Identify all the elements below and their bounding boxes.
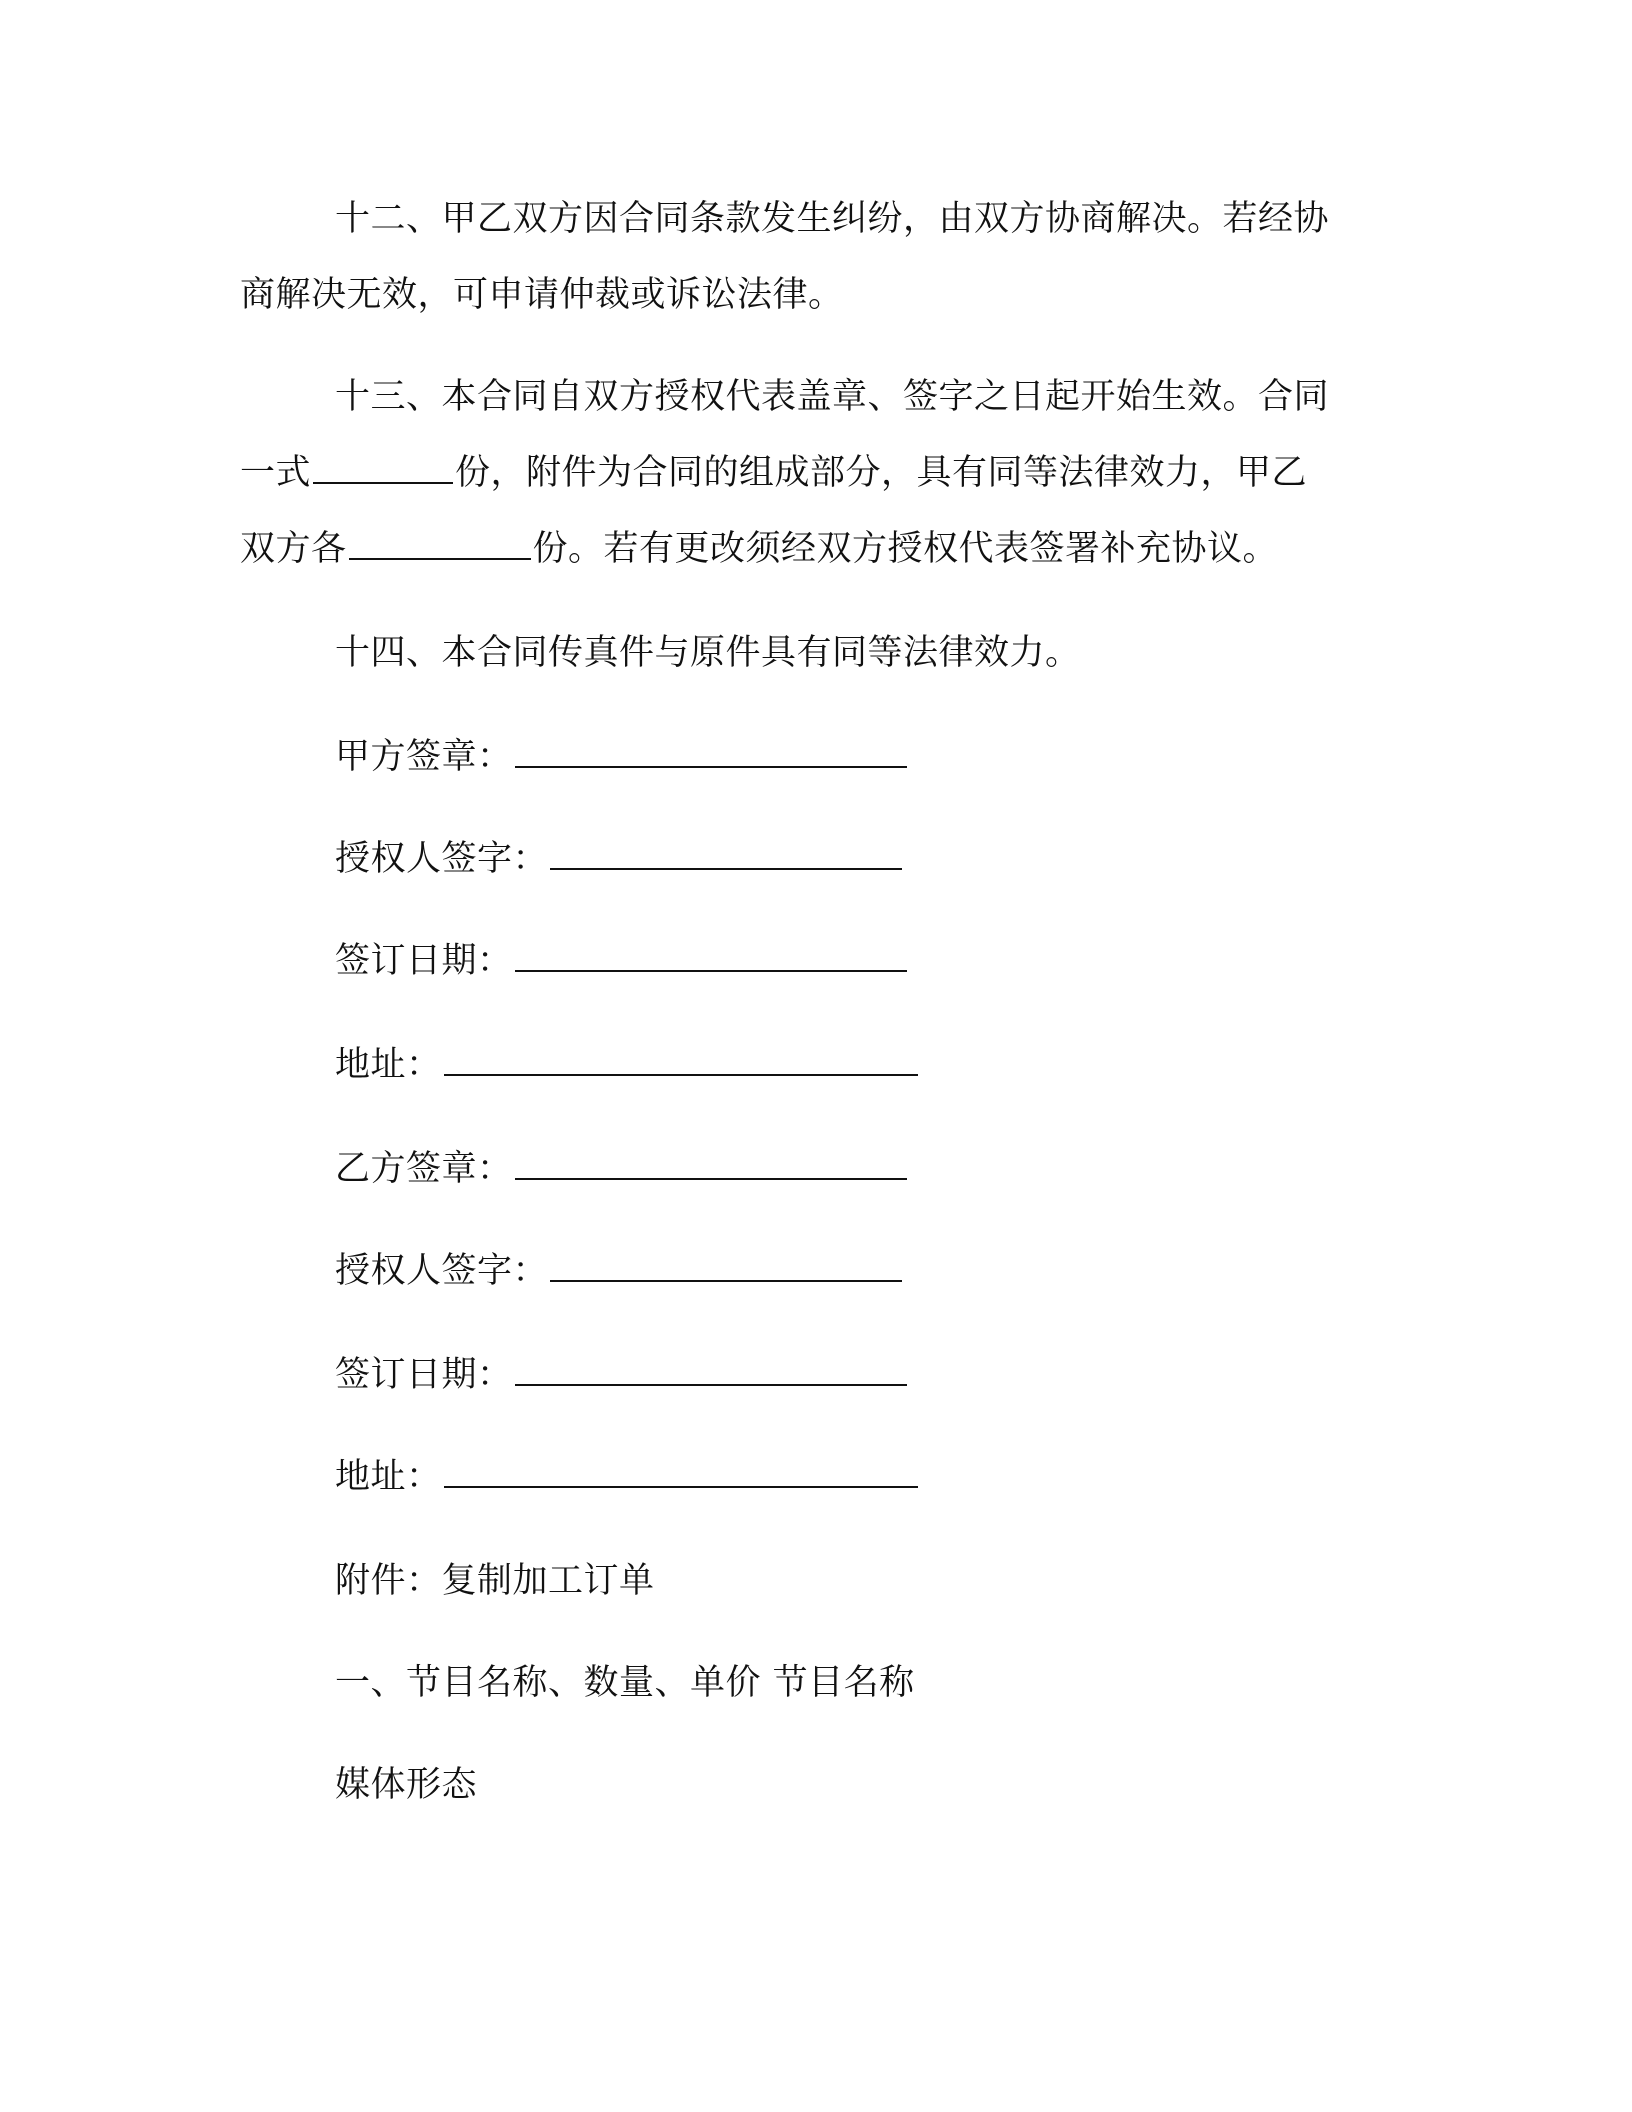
copies-total-blank[interactable]	[313, 452, 453, 484]
party-b-date-row	[335, 1351, 909, 1399]
party-a-seal-blank[interactable]	[515, 736, 907, 768]
party-a-address-row	[335, 1041, 920, 1089]
party-b-signer-blank[interactable]	[550, 1250, 902, 1282]
party-b-address-row	[335, 1453, 920, 1501]
clause-12-line-1: 十二、甲乙双方因合同条款发生纠纷，由双方协商解决。若经协	[335, 199, 1330, 239]
party-b-address-label: 地址：	[335, 1457, 442, 1497]
attachment-media-form: 媒体形态	[335, 1765, 478, 1805]
copies-each-blank[interactable]	[349, 528, 531, 560]
attachment-title: 附件：复制加工订单	[335, 1561, 655, 1601]
clause-12-line-2: 商解决无效，可申请仲裁或诉讼法律。	[240, 275, 844, 315]
party-b-signer-row	[335, 1247, 904, 1295]
clause-13-each-prefix: 双方各	[240, 529, 347, 569]
clause-13-line-1: 十三、本合同自双方授权代表盖章、签字之日起开始生效。合同	[335, 377, 1330, 417]
clause-14-line-1: 十四、本合同传真件与原件具有同等法律效力。	[335, 633, 1081, 673]
clause-13-copies-suffix: 份，附件为合同的组成部分，具有同等法律效力，甲乙	[455, 453, 1308, 493]
party-a-date-label: 签订日期：	[335, 941, 513, 981]
attachment-section-1: 一、节目名称、数量、单价 节目名称	[335, 1663, 915, 1703]
clause-13-line-2	[240, 449, 1307, 497]
party-b-seal-blank[interactable]	[515, 1148, 907, 1180]
party-a-signer-row	[335, 835, 904, 883]
clause-13-line-3	[240, 525, 1278, 573]
party-a-signer-label: 授权人签字：	[335, 839, 549, 879]
party-b-signer-label: 授权人签字：	[335, 1251, 549, 1291]
party-a-date-blank[interactable]	[515, 940, 907, 972]
party-a-date-row	[335, 937, 909, 985]
clause-13-each-suffix: 份。若有更改须经双方授权代表签署补充协议。	[532, 529, 1279, 569]
party-b-seal-row	[335, 1145, 909, 1193]
party-b-date-label: 签订日期：	[335, 1355, 513, 1395]
party-b-date-blank[interactable]	[515, 1354, 907, 1386]
party-a-seal-row	[335, 733, 909, 781]
party-a-address-blank[interactable]	[444, 1044, 918, 1076]
party-a-address-label: 地址：	[335, 1045, 442, 1085]
party-a-signer-blank[interactable]	[550, 838, 902, 870]
party-b-address-blank[interactable]	[444, 1456, 918, 1488]
party-b-seal-label: 乙方签章：	[335, 1149, 513, 1189]
clause-13-copies-prefix: 一式	[240, 453, 312, 493]
party-a-seal-label: 甲方签章：	[335, 737, 513, 777]
